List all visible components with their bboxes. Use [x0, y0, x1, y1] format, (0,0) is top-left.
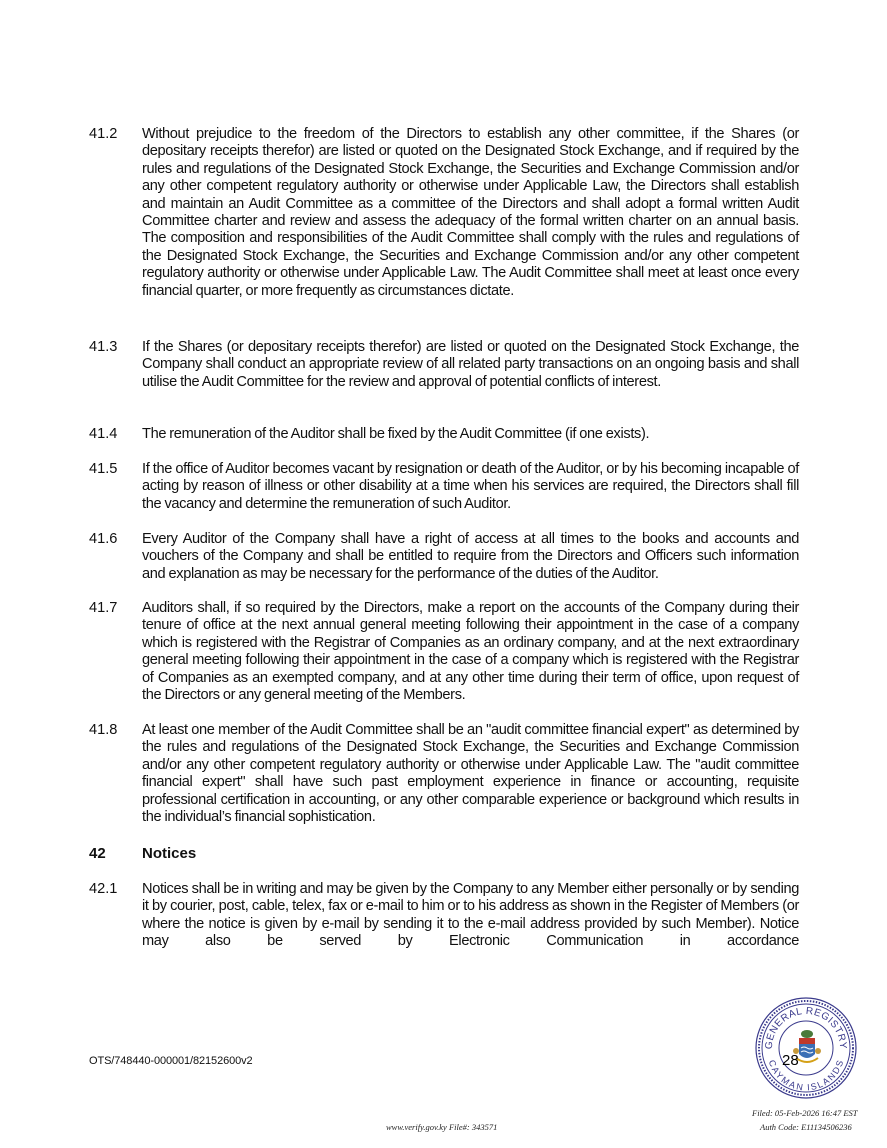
- filed-timestamp: Filed: 05-Feb-2026 16:47 EST: [752, 1108, 858, 1118]
- clause-41-8: [89, 722, 799, 826]
- clause-text: Notices shall be in writing and may be given by the Company to any Member either personally or by sending it by courier, post, cable, telex, fax or e-mail to him or to his address as shown in the Register of Members (or where the notice is given by e-mail by sending it to the e-mail address provided by such Member). Notice may also be served by Electronic Communication in accordance: [142, 881, 799, 950]
- clause-41-4: [89, 426, 799, 443]
- clause-number: 41.5: [89, 461, 118, 477]
- clause-number: 41.7: [89, 600, 118, 616]
- document-reference: OTS/748440-000001/82152600v2: [89, 1055, 253, 1067]
- section-number: 42: [89, 845, 106, 862]
- seal-top-text: GENERAL REGISTRY: [763, 1005, 849, 1050]
- page-number: 28: [782, 1052, 799, 1069]
- clause-number: 41.3: [89, 339, 118, 355]
- clause-text: Auditors shall, if so required by the Directors, make a report on the accounts of the Company during their tenure of office at the next annual general meeting following their appointment in the case of a company which is registered with the Registrar of Companies as an ordinary company, and at the next extraordinary general meeting following their appointment in the case of a company which is registered with the Registrar of Companies as an exempted company, and at any other time during their term of office, upon request of the Directors or any general meeting of the Members.: [142, 600, 799, 704]
- clause-41-3: [89, 339, 799, 391]
- clause-number: 41.2: [89, 126, 118, 142]
- svg-text:CAYMAN ISLANDS: [767, 1059, 846, 1093]
- clause-text: If the Shares (or depositary receipts therefor) are listed or quoted on the Designated Stock Exchange, the Company shall conduct an appropriate review of all related party transactions on an ongoing basis and shall utilise the Audit Committee for the review and approval of potential conflicts of interest.: [142, 339, 799, 390]
- clause-text: Without prejudice to the freedom of the Directors to establish any other committee, if the Shares (or depositary receipts therefor) are listed or quoted on the Designated Stock Exchange, and if required by the rules and regulations of the Designated Stock Exchange, the Securities and Exchange Commission and/or any other competent regulatory authority or otherwise under Applicable Law, the Directors shall establish and maintain an Audit Committee as a committee of the Directors and shall adopt a formal written Audit Committee charter and review and assess the adequacy of the formal written charter on an annual basis. The composition and responsibilities of the Audit Committee shall comply with the rules and regulations of the Designated Stock Exchange, the Securities and Exchange Commission and/or any other competent regulatory authority or otherwise under Applicable Law. The Audit Committee shall meet at least once every financial quarter, or more frequently as circumstances dictate.: [142, 126, 799, 299]
- clause-number: 41.8: [89, 722, 118, 738]
- clause-41-7: [89, 600, 799, 704]
- clause-number: 42.1: [89, 881, 118, 897]
- verify-link[interactable]: www.verify.gov.ky File#: 343571: [386, 1122, 498, 1132]
- clause-41-2: [89, 126, 799, 300]
- clause-text: The remuneration of the Auditor shall be fixed by the Audit Committee (if one exists).: [142, 426, 650, 442]
- clause-41-5: [89, 461, 799, 513]
- section-title: Notices: [142, 845, 197, 862]
- section-heading: [89, 845, 196, 862]
- clause-text: If the office of Auditor becomes vacant by resignation or death of the Auditor, or by his becoming incapable of acting by reason of illness or other disability at a time when his services are required, the Directors shall fill the vacancy and determine the remuneration of such Auditor.: [142, 461, 799, 512]
- clause-41-6: [89, 531, 799, 583]
- clause-text: Every Auditor of the Company shall have a right of access at all times to the books and accounts and vouchers of the Company and shall be entitled to require from the Directors and Officers such information and explanation as may be necessary for the performance of the duties of the Auditor.: [142, 531, 799, 582]
- auth-code: Auth Code: E11134506236: [760, 1122, 852, 1132]
- general-registry-seal-icon: [754, 996, 858, 1100]
- clause-number: 41.6: [89, 531, 118, 547]
- clause-text: At least one member of the Audit Committee shall be an "audit committee financial expert" as determined by the rules and regulations of the Designated Stock Exchange, the Securities and Exchange Commission and/or any other competent regulatory authority or otherwise under Applicable Law. The "audit committee financial expert" shall have such past employment experience in finance or accounting, requisite professional certification in accounting, or any other comparable experience or background which results in the individual’s financial sophistication.: [142, 722, 799, 826]
- clause-42-1: [89, 881, 799, 951]
- seal-bottom-text: CAYMAN ISLANDS: [766, 1058, 846, 1093]
- clause-number: 41.4: [89, 426, 118, 442]
